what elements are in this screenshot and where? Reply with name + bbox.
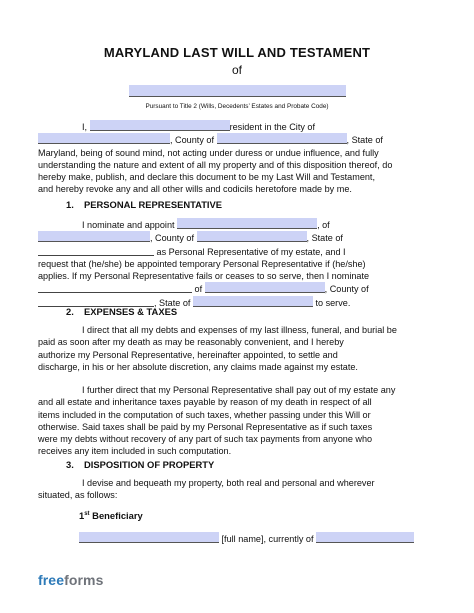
- beneficiary-text: [full name], currently of: [221, 534, 314, 544]
- intro-line-4: hereby make, publish, and declare this document to be my Last Will and Testament,: [38, 172, 375, 183]
- exp-p2-line-3: items included in the computation of such taxes, whether passing under this Will or: [38, 409, 371, 420]
- section-2-number: 2.: [66, 306, 74, 317]
- intro-text-i: I,: [82, 122, 88, 132]
- disposition-paragraph: [38, 477, 440, 502]
- of-label: of: [231, 63, 242, 77]
- intro-paragraph: [38, 120, 440, 196]
- intro-line-2: Maryland, being of sound mind, not acting under duress or undue influence, and fully: [38, 147, 379, 158]
- alt-rep-text-of: of: [194, 284, 203, 295]
- rep-state-field[interactable]: [38, 245, 154, 256]
- intro-text-county: , County of: [170, 135, 214, 146]
- beneficiary-number: 1: [79, 510, 85, 521]
- exp-p1-line-2: paid as soon after my death as may be reasonably convenient, and I hereby: [38, 337, 344, 348]
- section-1-number: 1.: [66, 199, 74, 210]
- beneficiary-name-field[interactable]: [79, 532, 219, 543]
- rep-name-field[interactable]: [177, 218, 317, 229]
- exp-p2-line-5: were my debts without recovery of any part of such tax payments from anyone who: [38, 434, 373, 445]
- exp-p2-line-4: otherwise. Said taxes shall be paid by my Personal Representative as if such taxes: [38, 421, 373, 432]
- intro-line-3: understanding the nature and extent of all my property and of this disposition thereof, do: [38, 159, 393, 170]
- rep-line-4: request that (he/she) be appointed temporary Personal Representative if (he/she): [38, 258, 366, 269]
- intro-city-field[interactable]: [38, 133, 170, 144]
- rep-line-3: as Personal Representative of my estate, and I: [156, 246, 346, 257]
- exp-p2-line-2: and all estate and inheritance taxes payable by reason of my death in respect of all: [38, 397, 372, 408]
- rep-line-5: applies. If my Personal Representative fails or ceases to so serve, then I nominate: [38, 271, 370, 282]
- rep-county-field[interactable]: [197, 231, 307, 242]
- intro-county-field[interactable]: [217, 133, 347, 144]
- intro-line-5: and hereby revoke any and all other wills and codicils heretofore made by me.: [38, 184, 352, 195]
- exp-p1-line-1: I direct that all my debts and expenses of my last illness, funeral, and burial be: [82, 325, 397, 335]
- section-3-heading: [66, 459, 214, 470]
- beneficiary-word: Beneficiary: [92, 510, 143, 521]
- expenses-paragraph-1: [38, 324, 440, 373]
- personal-rep-paragraph: [38, 218, 440, 309]
- section-1-heading: [66, 199, 222, 210]
- section-2-title: EXPENSES & TAXES: [84, 306, 178, 317]
- section-1-title: PERSONAL REPRESENTATIVE: [84, 199, 223, 210]
- rep-text-of: , of: [317, 220, 330, 230]
- rep-text-state: , State of: [306, 233, 343, 244]
- disp-line-1: I devise and bequeath my property, both real and personal and wherever: [82, 478, 375, 488]
- expenses-paragraph-2: [38, 384, 440, 458]
- freeforms-logo: [38, 572, 104, 588]
- exp-p2-line-6: receives any item included in such computation.: [38, 446, 232, 457]
- exp-p1-line-4: discharge, in his or her absolute discretion, any claims made against my estate.: [38, 361, 358, 372]
- alt-rep-state-field[interactable]: [193, 296, 313, 307]
- testator-name-field[interactable]: [129, 85, 346, 97]
- alt-rep-city-field[interactable]: [205, 282, 325, 293]
- exp-p1-line-3: authorize my Personal Representative, hereinafter appointed, to settle and: [38, 349, 338, 360]
- logo-forms: forms: [64, 572, 104, 588]
- section-2-heading: [66, 306, 177, 317]
- alt-rep-text-serve: to serve.: [315, 297, 351, 308]
- alt-rep-name-field[interactable]: [38, 282, 192, 293]
- rep-city-field[interactable]: [38, 231, 150, 242]
- alt-rep-text-state: , State of: [154, 297, 191, 308]
- beneficiary-line: [79, 532, 439, 545]
- beneficiary-ordinal: st: [84, 511, 90, 517]
- intro-text-state: , State of: [346, 135, 383, 146]
- beneficiary-heading: [79, 510, 143, 521]
- intro-text-resident: resident in the City of: [229, 122, 316, 132]
- section-3-number: 3.: [66, 459, 74, 470]
- rep-text-county: , County of: [150, 233, 194, 244]
- intro-name-field[interactable]: [90, 120, 230, 131]
- rep-text-nominate: I nominate and appoint: [82, 220, 175, 230]
- exp-p2-line-1: I further direct that my Personal Representative shall pay out of my estate any: [82, 385, 396, 395]
- document-subtitle: Pursuant to Title 2 (Wills, Decedents’ Estates and Probate Code): [145, 103, 329, 110]
- disp-line-2: situated, as follows:: [38, 490, 118, 501]
- section-3-title: DISPOSITION OF PROPERTY: [84, 459, 215, 470]
- alt-rep-text-county: , County of: [324, 284, 369, 295]
- beneficiary-location-field[interactable]: [316, 532, 414, 543]
- logo-free: free: [38, 572, 65, 588]
- document-title: MARYLAND LAST WILL AND TESTAMENT: [103, 45, 371, 60]
